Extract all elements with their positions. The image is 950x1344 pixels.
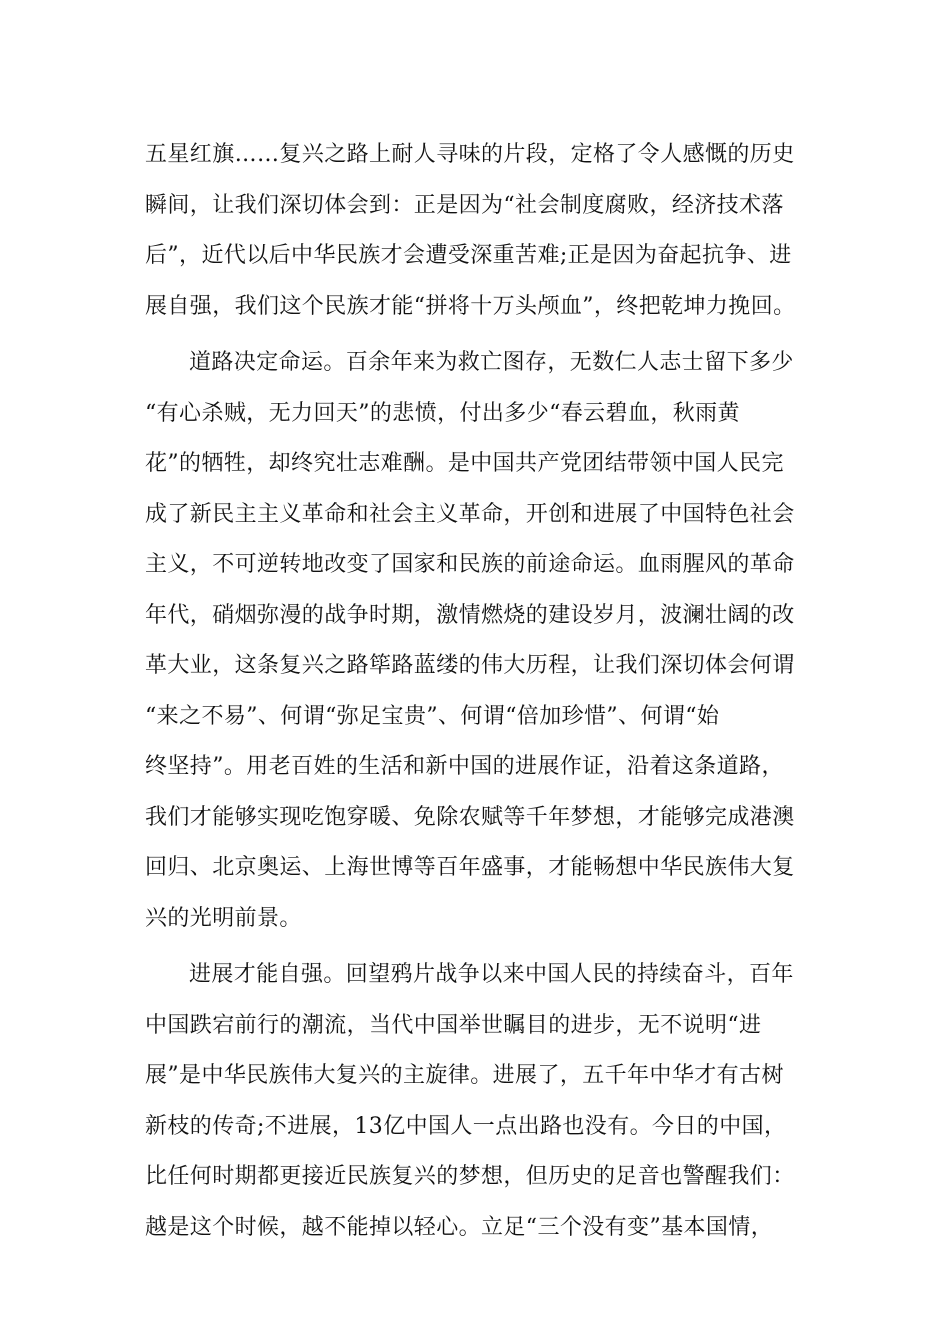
text-line: 五星红旗……复兴之路上耐人寻味的片段，定格了令人感慨的历史 [145, 142, 795, 167]
text-line: 后”，近代以后中华民族才会遭受深重苦难;正是因为奋起抗争、进 [145, 243, 792, 268]
text-line: “来之不易”、何谓“弥足宝贵”、何谓“倍加珍惜”、何谓“始 [145, 703, 720, 729]
paragraph-2 [145, 338, 807, 944]
text-line: 花”的牺牲，却终究壮志难酬。是中国共产党团结带领中国人民完 [145, 451, 784, 476]
text-line: 回归、北京奥运、上海世博等百年盛事，才能畅想中华民族伟大复 [145, 855, 795, 880]
text-line: 兴的光明前景。 [145, 905, 302, 931]
text-line: 年代，硝烟弥漫的战争时期，激情燃烧的建设岁月，波澜壮阔的改 [145, 602, 795, 628]
text-line: 越是这个时候，越不能掉以轻心。立足“三个没有变”基本国情， [145, 1214, 774, 1240]
text-line: 中国跌宕前行的潮流，当代中国举世瞩目的进步，无不说明“进 [145, 1012, 762, 1038]
text-line: 展自强，我们这个民族才能“拼将十万头颅血”，终把乾坤力挽回。 [145, 293, 796, 319]
text-line: 我们才能够实现吃饱穿暖、免除农赋等千年梦想，才能够完成港澳 [145, 804, 795, 830]
text-line: 道路决定命运。百余年来为救亡图存，无数仁人志士留下多少 [189, 350, 794, 375]
text-line: 展”是中华民族伟大复兴的主旋律。进展了，五千年中华才有古树 [145, 1063, 784, 1088]
text-line: “有心杀贼，无力回天”的悲愤，付出多少“春云碧血，秋雨黄 [145, 400, 740, 426]
text-line: 瞬间，让我们深切体会到：正是因为“社会制度腐败，经济技术落 [145, 192, 784, 218]
text-line: 进展才能自强。回望鸦片战争以来中国人民的持续奋斗，百年 [189, 962, 794, 987]
text-line: 主义，不可逆转地改变了国家和民族的前途命运。血雨腥风的革命 [145, 552, 795, 577]
text-line: 新枝的传奇;不进展，13亿中国人一点出路也没有。今日的中国， [145, 1113, 787, 1139]
document-body [145, 130, 807, 1253]
text-line: 终坚持”。用老百姓的生活和新中国的进展作证，沿着这条道路， [145, 754, 784, 779]
paragraph-3 [145, 950, 807, 1253]
text-line: 革大业，这条复兴之路筚路蓝缕的伟大历程，让我们深切体会何谓 [145, 653, 795, 678]
paragraph-1 [145, 130, 807, 332]
text-line: 比任何时期都更接近民族复兴的梦想，但历史的足音也警醒我们： [145, 1164, 795, 1189]
text-line: 成了新民主主义革命和社会主义革命，开创和进展了中国特色社会 [145, 501, 795, 527]
